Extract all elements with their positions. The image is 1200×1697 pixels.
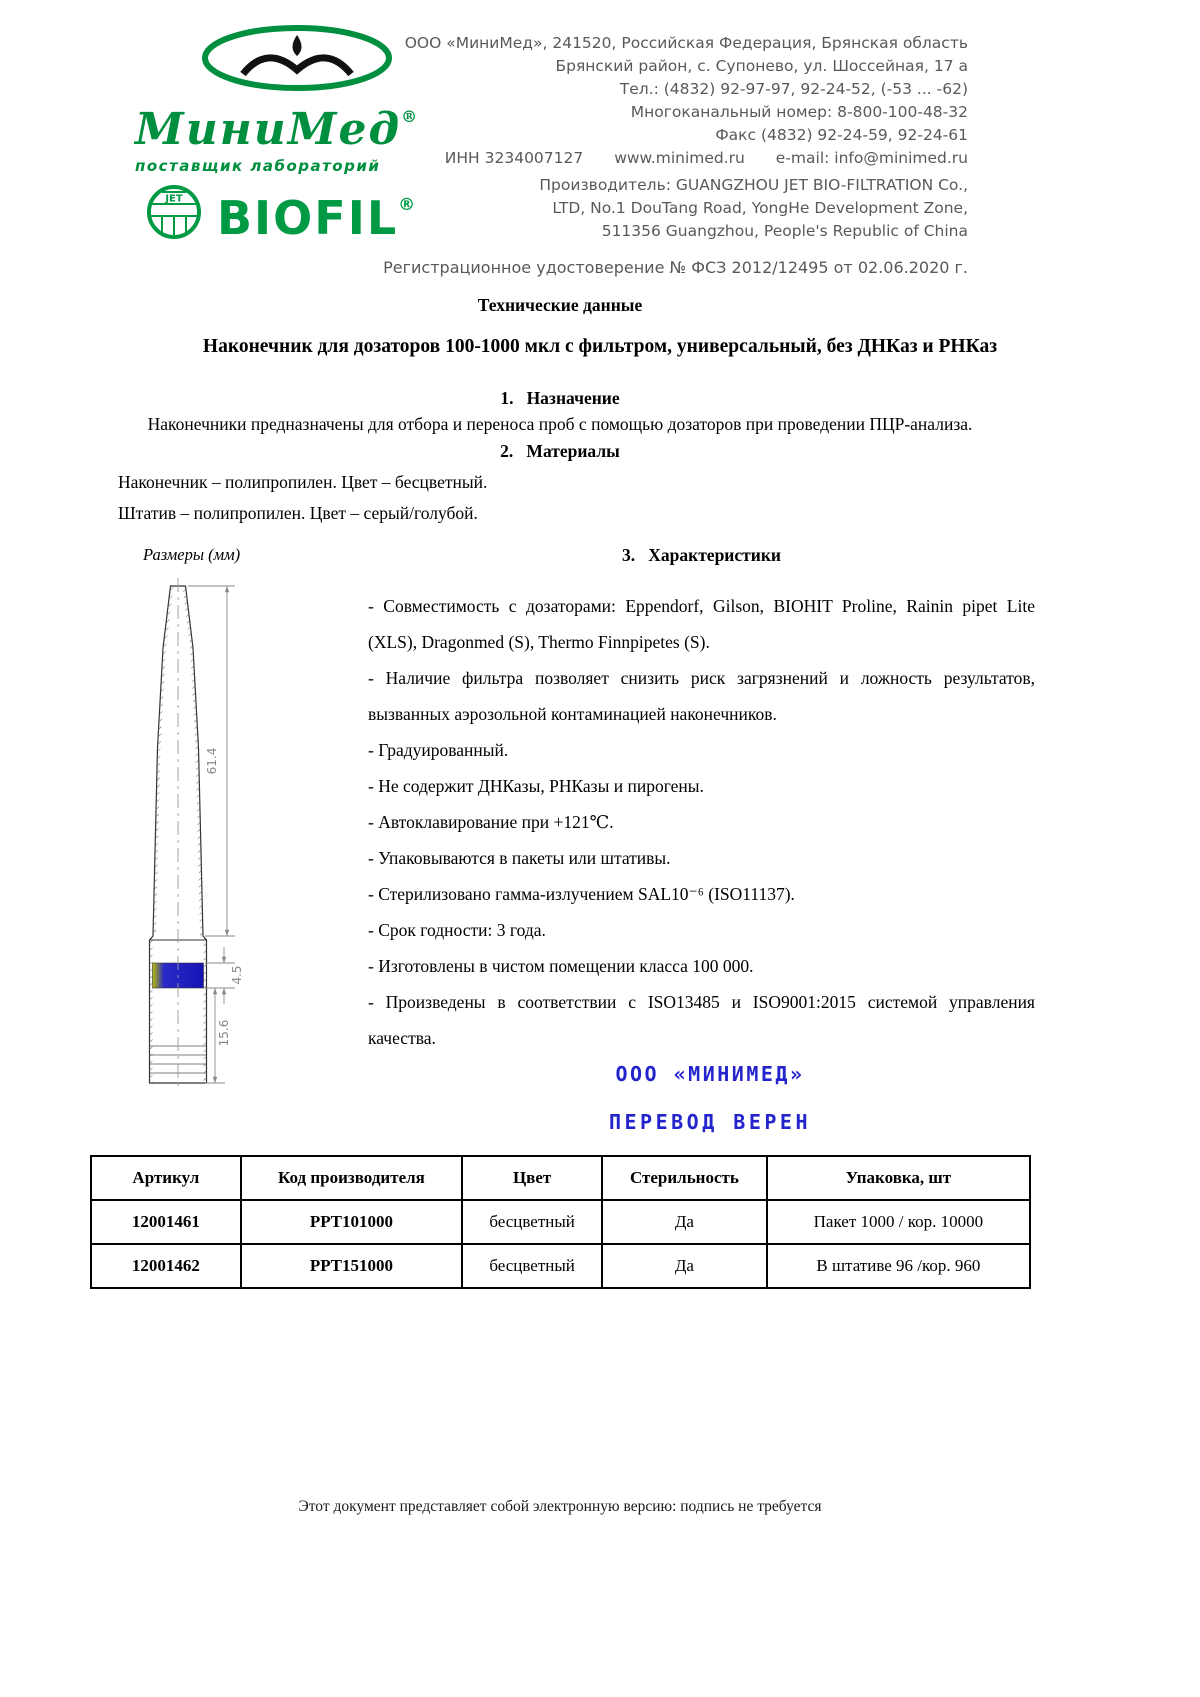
pipette-tip-drawing xyxy=(147,578,262,1093)
characteristic-item: - Наличие фильтра позволяет снизить риск загрязнений и ложность результатов, вызванных аэрозольной контаминацией наконечников. xyxy=(368,668,1035,724)
stamp-line-1: ООО «МИНИМЕД» xyxy=(615,1062,805,1086)
registration-line: Регистрационное удостоверение № ФСЗ 2012/12495 от 02.06.2020 г. xyxy=(383,258,968,277)
table-cell-color: бесцветный xyxy=(462,1200,602,1244)
materials-line: Штатив – полипропилен. Цвет – серый/голубой. xyxy=(118,503,478,523)
table-row xyxy=(91,1200,1030,1244)
table-header-cell: Артикул xyxy=(91,1156,241,1200)
dimension-label-filter: 4.5 xyxy=(230,965,244,985)
dimensions-label: Размеры (мм) xyxy=(143,545,241,564)
flame-icon xyxy=(293,35,302,56)
manufacturer-line: 511356 Guangzhou, People's Republic of China xyxy=(601,222,968,240)
contact-line: Факс (4832) 92-24-59, 92-24-61 xyxy=(715,126,968,144)
minimed-tagline: поставщик лабораторий xyxy=(135,157,381,175)
minimed-logo xyxy=(135,24,418,175)
biofil-logo-icon xyxy=(145,183,203,241)
dimension-label-collar: 15.6 xyxy=(217,1019,231,1047)
manufacturer-block xyxy=(380,174,968,243)
characteristic-item: - Срок годности: 3 года. xyxy=(368,920,546,940)
characteristic-item: - Стерилизовано гамма-излучением SAL10⁻⁶ (ISO11137). xyxy=(368,884,795,904)
collar-wall-right xyxy=(204,940,207,1083)
minimed-reg-mark: ® xyxy=(401,107,418,126)
email-text: e-mail: info@minimed.ru xyxy=(775,149,968,167)
tip-wall-left xyxy=(153,586,174,936)
characteristics-heading: 3. Характеристики xyxy=(622,545,781,565)
products-table xyxy=(90,1155,1031,1289)
jet-label: JET xyxy=(165,193,183,204)
materials-line: Наконечник – полипропилен. Цвет – бесцветный. xyxy=(118,472,488,492)
manufacturer-line: LTD, No.1 DouTang Road, YongHe Development Zone, xyxy=(552,199,968,217)
biofil-logo xyxy=(145,176,417,247)
table-header-cell: Код производителя xyxy=(241,1156,463,1200)
manufacturer-line: Производитель: GUANGZHOU JET BIO-FILTRATION Co., xyxy=(539,176,968,194)
document-title: Технические данные xyxy=(477,295,643,315)
minimed-logo-icon xyxy=(197,24,397,94)
minimed-brand-text xyxy=(135,94,418,155)
inn-line xyxy=(380,147,968,170)
characteristic-item: - Упаковываются в пакеты или штативы. xyxy=(368,848,671,868)
table-header-cell: Стерильность xyxy=(602,1156,767,1200)
table-header-row xyxy=(91,1156,1030,1200)
table-cell-sterility: Да xyxy=(602,1244,767,1288)
materials-text xyxy=(118,467,487,529)
characteristic-item: - Произведены в соответствии с ISO13485 и ISO9001:2015 системой управления качества. xyxy=(368,992,1035,1048)
table-row xyxy=(91,1244,1030,1288)
table-cell-article: 12001462 xyxy=(91,1244,241,1288)
biofil-brand-name: BIOFIL xyxy=(217,191,399,245)
table-cell-mfr-code: PPT151000 xyxy=(241,1244,463,1288)
website-text: www.minimed.ru xyxy=(614,149,745,167)
translation-stamp xyxy=(545,1062,875,1134)
contact-line: Многоканальный номер: 8-800-100-48-32 xyxy=(630,103,968,121)
table-cell-packaging: Пакет 1000 / кор. 10000 xyxy=(767,1200,1030,1244)
characteristic-item: - Автоклавирование при +121℃. xyxy=(368,812,614,832)
biofil-reg-mark: ® xyxy=(398,195,418,215)
tip-wall-right xyxy=(183,586,204,936)
dimension-label-total: 61.4 xyxy=(205,747,219,775)
contact-line: Тел.: (4832) 92-97-97, 92-24-52, (-53 ... -62) xyxy=(619,80,968,98)
characteristic-item: - Не содержит ДНКазы, РНКазы и пирогены. xyxy=(368,776,704,796)
inn-number: ИНН 3234007127 xyxy=(444,149,584,167)
table-cell-color: бесцветный xyxy=(462,1244,602,1288)
collar-wall-left xyxy=(150,940,153,1083)
minimed-brand-name: МиниМед xyxy=(135,104,402,155)
footer-note: Этот документ представляет собой электронную версию: подпись не требуется xyxy=(298,1498,822,1515)
contact-line: Брянский район, с. Супонево, ул. Шоссейная, 17 а xyxy=(555,57,968,75)
purpose-text: Наконечники предназначены для отбора и переноса проб с помощью дозаторов при проведении ПЦР-анализа. xyxy=(147,414,973,434)
materials-heading: 2. Материалы xyxy=(500,441,620,461)
characteristic-item: - Совместимость с дозаторами: Eppendorf, Gilson, BIOHIT Proline, Rainin pipet Lite (XLS), Dragonmed (S), Thermo Finnpipetes (S). xyxy=(368,596,1035,652)
table-cell-article: 12001461 xyxy=(91,1200,241,1244)
product-title: Наконечник для дозаторов 100-1000 мкл с фильтром, универсальный, без ДНКаз и РНКаз xyxy=(202,336,998,357)
characteristic-item: - Изготовлены в чистом помещении класса 100 000. xyxy=(368,956,754,976)
characteristics-list xyxy=(368,588,1035,1056)
table-cell-mfr-code: PPT101000 xyxy=(241,1200,463,1244)
m-swoosh-icon xyxy=(243,58,351,74)
table-header-cell: Цвет xyxy=(462,1156,602,1200)
table-header-cell: Упаковка, шт xyxy=(767,1156,1030,1200)
table-cell-sterility: Да xyxy=(602,1200,767,1244)
characteristic-item: - Градуированный. xyxy=(368,740,509,760)
company-contact-block xyxy=(380,32,968,170)
table-cell-packaging: В штативе 96 /кор. 960 xyxy=(767,1244,1030,1288)
stamp-line-2: ПЕРЕВОД ВЕРЕН xyxy=(608,1110,812,1134)
purpose-heading: 1. Назначение xyxy=(500,388,620,408)
contact-line: ООО «МиниМед», 241520, Российская Федерация, Брянская область xyxy=(404,34,968,52)
